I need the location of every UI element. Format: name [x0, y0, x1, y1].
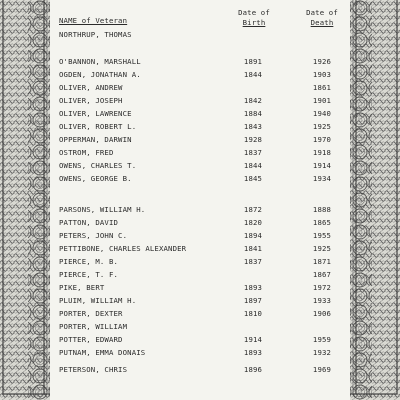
veteran-name: OWENS, GEORGE B. [59, 174, 132, 183]
veteran-name: PUTNAM, EMMA DONAIS [59, 348, 146, 357]
veteran-name: OGDEN, JONATHAN A. [59, 70, 141, 79]
veteran-row [50, 148, 350, 159]
birth-year: 1841 [243, 244, 263, 253]
veteran-row [50, 244, 350, 255]
veteran-row [50, 57, 350, 68]
veteran-name: OWENS, CHARLES T. [59, 161, 137, 170]
veteran-name: OLIVER, JOSEPH [59, 96, 123, 105]
veteran-row [50, 348, 350, 359]
veteran-row [50, 231, 350, 242]
veteran-row [50, 218, 350, 229]
veteran-row [50, 135, 350, 146]
header-date-of-death: Date of Death [306, 8, 338, 27]
veteran-name: OLIVER, ROBERT L. [59, 122, 137, 131]
death-year: 1901 [312, 96, 332, 105]
veteran-row [50, 205, 350, 216]
death-year: 1972 [312, 283, 332, 292]
veteran-row [50, 109, 350, 120]
veteran-name: PARSONS, WILLIAM H. [59, 205, 146, 214]
birth-year: 1872 [243, 205, 263, 214]
veteran-name: PORTER, WILLIAM [59, 322, 128, 331]
birth-year: 1894 [243, 231, 263, 240]
death-year: 1970 [312, 135, 332, 144]
death-year: 1871 [312, 257, 332, 266]
veteran-row [50, 309, 350, 320]
veteran-name: PORTER, DEXTER [59, 309, 123, 318]
veteran-row [50, 96, 350, 107]
birth-year: 1897 [243, 296, 263, 305]
birth-year: 1842 [243, 96, 263, 105]
veterans-list-page [50, 0, 350, 400]
veteran-row [50, 70, 350, 81]
veteran-row [50, 174, 350, 185]
veteran-name: OPPERMAN, DARWIN [59, 135, 132, 144]
veteran-row [50, 83, 350, 94]
veteran-row [50, 30, 350, 41]
veteran-name: PIERCE, M. B. [59, 257, 119, 266]
death-year: 1925 [312, 122, 332, 131]
veteran-row [50, 335, 350, 346]
veteran-name: PETERS, JOHN C. [59, 231, 128, 240]
veteran-row [50, 296, 350, 307]
birth-year: 1891 [243, 57, 263, 66]
birth-year: 1837 [243, 257, 263, 266]
veteran-name: PIKE, BERT [59, 283, 105, 292]
veteran-name: PLUIM, WILLIAM H. [59, 296, 137, 305]
veteran-name: PATTON, DAVID [59, 218, 119, 227]
birth-year: 1896 [243, 365, 263, 374]
birth-year: 1843 [243, 122, 263, 131]
birth-year: 1893 [243, 348, 263, 357]
veteran-name: NORTHRUP, THOMAS [59, 30, 132, 39]
veteran-row [50, 322, 350, 333]
death-year: 1940 [312, 109, 332, 118]
veteran-row [50, 122, 350, 133]
veteran-row [50, 283, 350, 294]
birth-year: 1928 [243, 135, 263, 144]
birth-year: 1893 [243, 283, 263, 292]
veteran-name: OSTROM, FRED [59, 148, 114, 157]
veteran-name: PETTIBONE, CHARLES ALEXANDER [59, 244, 187, 253]
veteran-row [50, 365, 350, 376]
birth-year: 1837 [243, 148, 263, 157]
veteran-name: POTTER, EDWARD [59, 335, 123, 344]
veteran-name: PETERSON, CHRIS [59, 365, 128, 374]
death-year: 1955 [312, 231, 332, 240]
birth-year: 1844 [243, 161, 263, 170]
birth-year: 1884 [243, 109, 263, 118]
header-name-of-veteran: NAME of Veteran [59, 16, 128, 25]
veteran-row [50, 257, 350, 268]
veteran-name: PIERCE, T. F. [59, 270, 119, 279]
death-year: 1969 [312, 365, 332, 374]
death-year: 1933 [312, 296, 332, 305]
death-year: 1865 [312, 218, 332, 227]
birth-year: 1820 [243, 218, 263, 227]
birth-year: 1844 [243, 70, 263, 79]
death-year: 1861 [312, 83, 332, 92]
death-year: 1918 [312, 148, 332, 157]
death-year: 1914 [312, 161, 332, 170]
birth-year: 1810 [243, 309, 263, 318]
death-year: 1906 [312, 309, 332, 318]
veteran-name: OLIVER, LAWRENCE [59, 109, 132, 118]
birth-year: 1914 [243, 335, 263, 344]
death-year: 1934 [312, 174, 332, 183]
death-year: 1888 [312, 205, 332, 214]
header-date-of-birth: Date of Birth [238, 8, 270, 27]
death-year: 1867 [312, 270, 332, 279]
death-year: 1925 [312, 244, 332, 253]
veteran-row [50, 270, 350, 281]
birth-year: 1845 [243, 174, 263, 183]
veteran-name: OLIVER, ANDREW [59, 83, 123, 92]
death-year: 1959 [312, 335, 332, 344]
death-year: 1932 [312, 348, 332, 357]
death-year: 1926 [312, 57, 332, 66]
death-year: 1903 [312, 70, 332, 79]
veteran-row [50, 161, 350, 172]
veteran-name: O'BANNON, MARSHALL [59, 57, 141, 66]
